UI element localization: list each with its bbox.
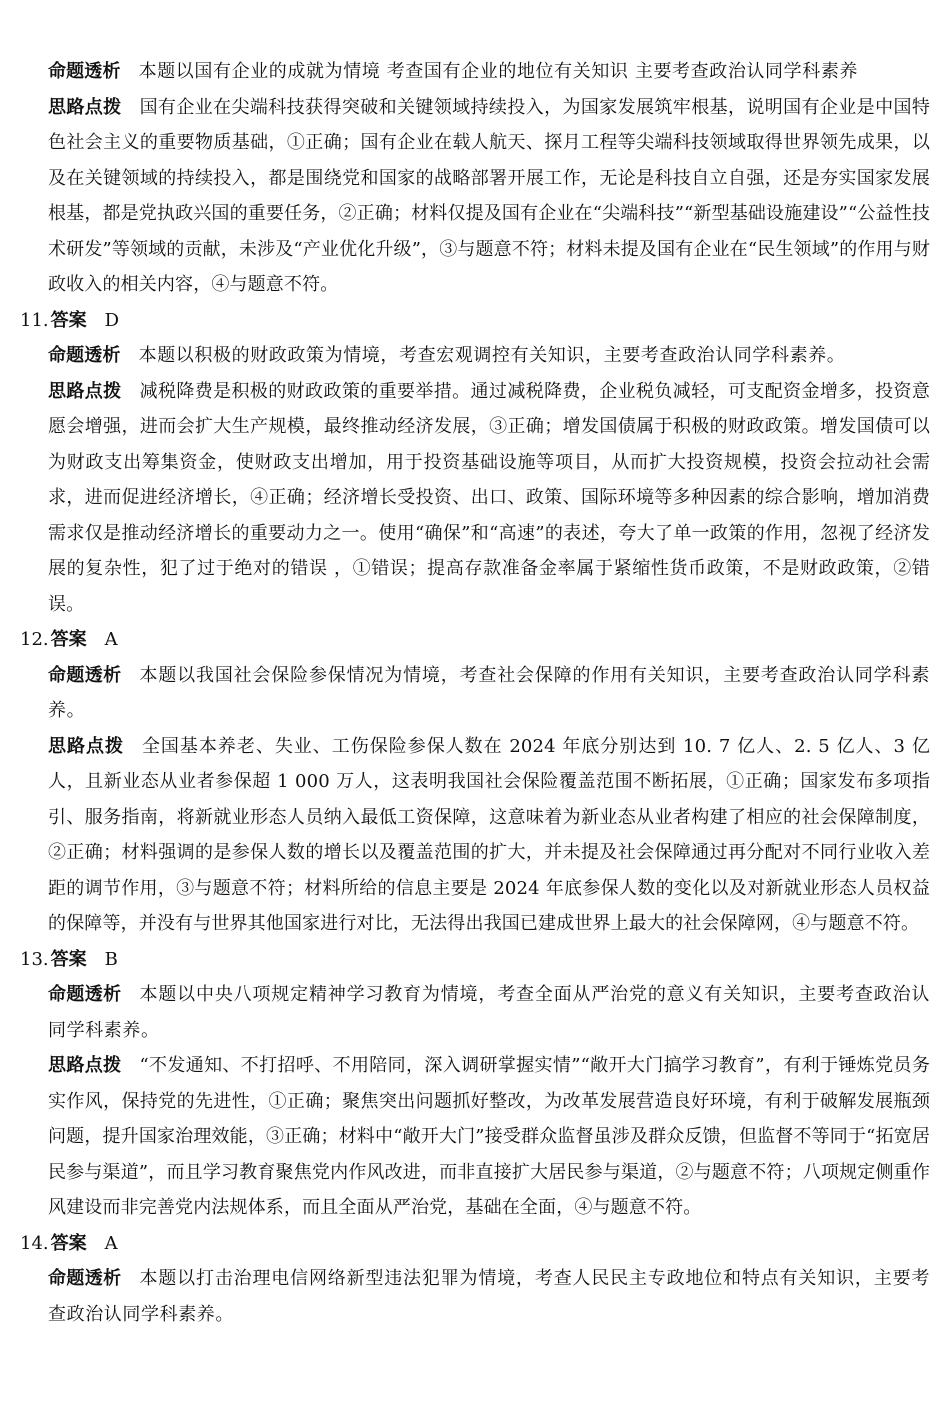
solution-hint	[48, 374, 930, 623]
answer-label: 答案	[50, 309, 87, 331]
question-answer-line	[20, 1226, 930, 1262]
proposition-analysis	[48, 658, 930, 729]
solution-hint	[48, 90, 930, 303]
answer-label: 答案	[50, 1232, 87, 1254]
question-number: 12.	[20, 629, 49, 650]
question-number: 11.	[20, 309, 49, 331]
answer-label: 答案	[50, 629, 87, 650]
section-text: 本题以我国社会保险参保情况为情境，考查社会保障的作用有关知识，主要考查政治认同学科素养。	[48, 664, 930, 721]
question-number: 13.	[20, 948, 49, 970]
answer-value: A	[104, 1232, 118, 1254]
question-number: 14.	[20, 1232, 49, 1254]
section-text: 本题以打击治理电信网络新型违法犯罪为情境，考查人民民主专政地位和特点有关知识，主要考查政治认同学科素养。	[48, 1268, 930, 1325]
proposition-analysis	[48, 977, 930, 1048]
section-label: 思路点拨	[48, 96, 122, 118]
section-label: 命题透析	[48, 345, 121, 366]
section-label: 命题透析	[48, 1268, 122, 1289]
section-label: 思路点拨	[48, 1055, 122, 1076]
answer-value: B	[104, 948, 118, 970]
proposition-analysis	[48, 54, 930, 90]
section-label: 思路点拨	[48, 735, 124, 757]
section-label: 命题透析	[48, 61, 121, 82]
section-label: 命题透析	[48, 664, 122, 686]
solution-hint	[48, 1048, 930, 1226]
solution-hint	[48, 729, 930, 942]
proposition-analysis	[48, 338, 930, 374]
answer-value: D	[104, 309, 120, 331]
section-text: 减税降费是积极的财政政策的重要举措。通过减税降费，企业税负减轻，可支配资金增多，投资意愿会增强，进而会扩大生产规模，最终推动经济发展，③正确；增发国债属于积极的财政政策。增发国债可以为财政支出筹集资金，使财政支出增加，用于投资基础设施等项目，从而扩大投资规模，投资会拉动社会需求，进而促进经济增长，④正确；经济增长受投资、出口、政策、国际环境等多种因素的综合影响，增加消费需求仅是推动经济增长的重要动力之一。使用“确保”和“高速”的表述，夸大了单一政策的作用，忽视了经济发展的复杂性，犯了过于绝对的错误 ，①错误；提高存款准备金率属于紧缩性货币政策，不是财政政策，②错误。	[48, 380, 930, 615]
section-text: “不发通知、不打招呼、不用陪同，深入调研掌握实情”“敞开大门搞学习教育”，有利于锤炼党员务实作风，保持党的先进性，①正确；聚焦突出问题抓好整改，为改革发展营造良好环境，有利于破解发展瓶颈问题，提升国家治理效能，③正确；材料中“敞开大门”接受群众监督虽涉及群众反馈，但监督不等同于“拓宽居民参与渠道”，而且学习教育聚焦党内作风改进，而非直接扩大居民参与渠道，②与题意不符；八项规定侧重作风建设而非完善党内法规体系，而且全面从严治党，基础在全面，④与题意不符。	[48, 1055, 930, 1218]
answer-label: 答案	[50, 948, 87, 970]
question-answer-line	[20, 942, 930, 978]
question-answer-line	[20, 622, 930, 658]
section-label: 命题透析	[48, 984, 122, 1005]
section-text: 全国基本养老、失业、工伤保险参保人数在 2024 年底分别达到 10. 7 亿人、2. 5 亿人、3 亿人，且新业态从业者参保超 1 000 万人，这表明我国社会保险覆盖范围不断拓展，①正确；国家发布多项指引、服务指南，将新就业形态人员纳入最低工资保障，这意味着为新业态从业者构建了相应的社会保障制度，②正确；材料强调的是参保人数的增长以及覆盖范围的扩大，并未提及社会保障通过再分配对不同行业收入差距的调节作用，③与题意不符；材料所给的信息主要是 2024 年底参保人数的变化以及对新就业形态人员权益的保障等，并没有与世界其他国家进行对比，无法得出我国已建成世界上最大的社会保障网，④与题意不符。	[48, 735, 930, 934]
question-answer-line	[20, 303, 930, 339]
section-text: 本题以积极的财政政策为情境，考查宏观调控有关知识，主要考查政治认同学科素养。	[138, 345, 846, 366]
section-text: 本题以中央八项规定精神学习教育为情境，考查全面从严治党的意义有关知识，主要考查政治认同学科素养。	[48, 984, 930, 1041]
answer-value: A	[104, 629, 118, 650]
section-text: 国有企业在尖端科技获得突破和关键领域持续投入，为国家发展筑牢根基，说明国有企业是中国特色社会主义的重要物质基础，①正确；国有企业在载人航天、探月工程等尖端科技领域取得世界领先成果，以及在关键领域的持续投入，都是围绕党和国家的战略部署开展工作，无论是科技自立自强，还是夯实国家发展根基，都是党执政兴国的重要任务，②正确；材料仅提及国有企业在“尖端科技”“新型基础设施建设”“公益性技术研发”等领域的贡献，未涉及“产业优化升级”，③与题意不符；材料未提及国有企业在“民生领域”的作用与财政收入的相关内容，④与题意不符。	[48, 96, 930, 295]
section-text: 本题以国有企业的成就为情境 考查国有企业的地位有关知识 主要考查政治认同学科素养	[138, 61, 859, 82]
proposition-analysis	[48, 1261, 930, 1332]
section-label: 思路点拨	[48, 380, 122, 402]
